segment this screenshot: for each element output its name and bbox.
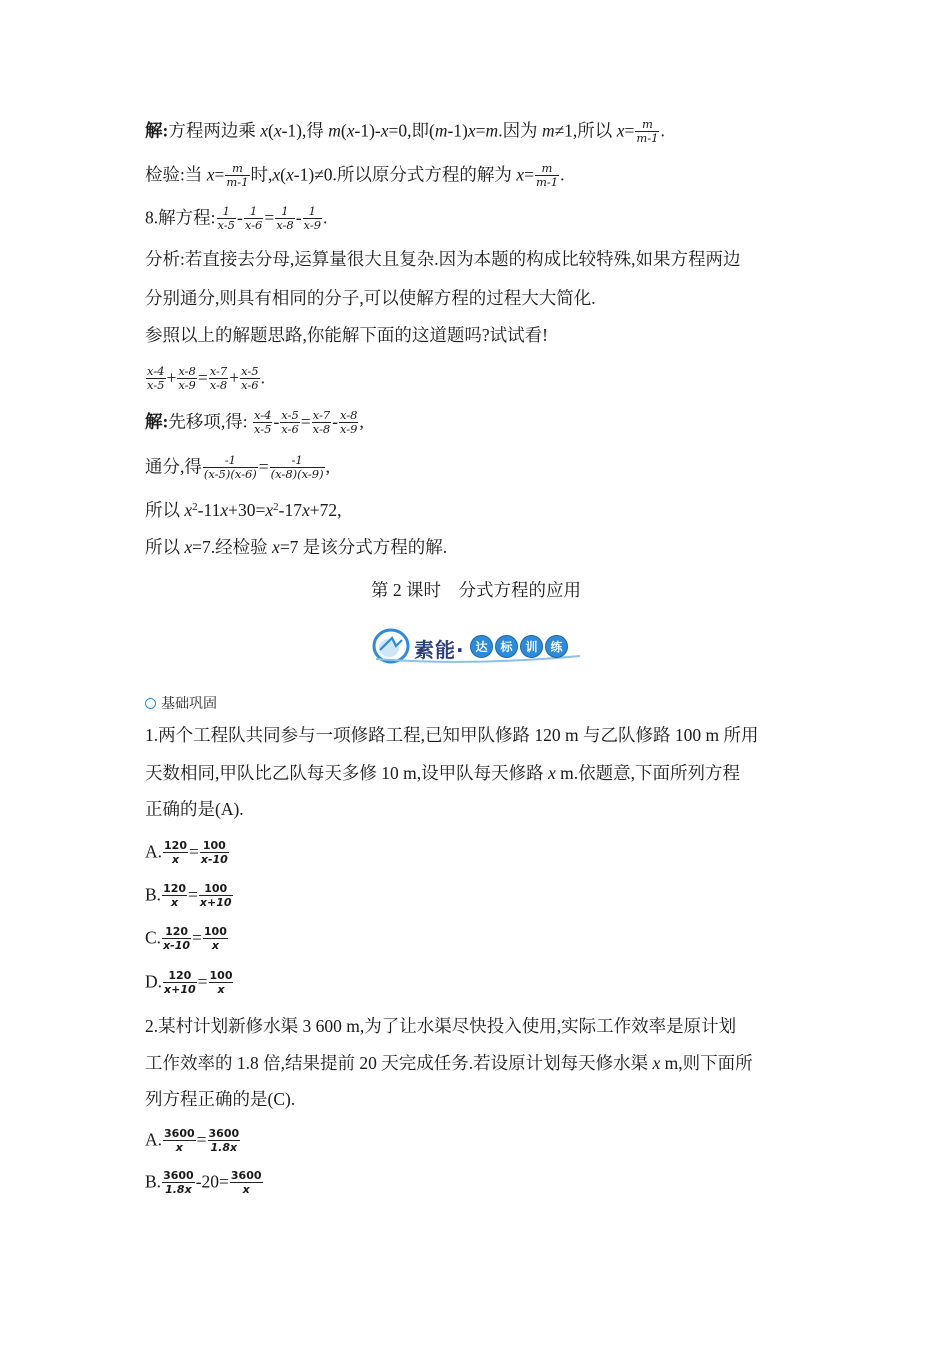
numerator: -1 [270, 454, 325, 468]
fraction [203, 925, 228, 952]
fraction [280, 409, 300, 436]
fraction [209, 969, 234, 996]
denominator: m-1 [636, 131, 659, 145]
check-line [145, 163, 812, 190]
text: 天数相同,甲队比乙队每天多修 10 m,设甲队每天修路 [145, 763, 548, 783]
numerator: x-7 [312, 408, 331, 422]
text: 工作效率的 1.8 倍,结果提前 20 天完成任务.若设原计划每天修水渠 [145, 1053, 653, 1073]
denominator: x [242, 1183, 250, 1196]
text: = [214, 164, 225, 185]
option-label: B. [145, 884, 162, 905]
denominator: x-8 [312, 422, 331, 436]
var: x [380, 120, 389, 141]
operator: + [229, 367, 240, 388]
numerator: x-4 [147, 364, 165, 378]
circle-bullet-icon [145, 698, 156, 709]
numerator: 120 [164, 839, 187, 852]
var: x [616, 120, 625, 141]
denominator: x-10 [200, 853, 228, 866]
text: = [475, 120, 486, 141]
operator: = [197, 367, 208, 388]
numerator: 120 [162, 925, 191, 939]
q2-line-3: 列方程正确的是(C). [145, 1089, 296, 1109]
fraction [635, 118, 659, 145]
numerator: 100 [199, 882, 233, 896]
text: = [524, 164, 534, 185]
lesson-title: 第 2 课时 分式方程的应用 [371, 580, 581, 600]
fraction [146, 365, 166, 392]
operator: -20= [195, 1171, 229, 1192]
fraction [177, 365, 197, 392]
text: 所以 [145, 537, 185, 557]
numerator: 100 [203, 925, 227, 938]
text: 因为 [502, 120, 542, 141]
var: x [184, 500, 193, 520]
text: 时, [250, 164, 273, 185]
option-label: B. [145, 1171, 162, 1192]
expand-line [145, 499, 812, 521]
text: =0,即( [388, 120, 435, 141]
q1-option-d [145, 970, 812, 997]
var: x [184, 537, 193, 557]
fraction [253, 409, 273, 436]
denominator: x-6 [241, 378, 259, 392]
fraction [163, 1127, 196, 1154]
text: , [359, 411, 364, 432]
text: +30= [228, 500, 266, 520]
q1-option-c [145, 926, 812, 953]
operator: = [188, 884, 198, 905]
banner-title: 素能· [414, 638, 465, 662]
banner-pills [470, 635, 568, 658]
fraction [225, 162, 249, 189]
operator: = [196, 1129, 207, 1150]
text: -1),得 [281, 120, 329, 141]
denominator: 1.8x [165, 1183, 192, 1196]
fraction [535, 162, 559, 189]
fraction [230, 1169, 263, 1196]
operator: - [332, 411, 338, 432]
operator: - [237, 207, 243, 228]
denominator: x-9 [339, 422, 358, 436]
var: x [301, 500, 310, 520]
fraction [275, 205, 295, 232]
section-label: 基础巩固 [161, 696, 217, 712]
denominator: 1.8x [210, 1141, 238, 1154]
numerator: x-8 [178, 364, 196, 378]
fraction [209, 365, 229, 392]
var: m [541, 120, 555, 141]
text: 通分,得 [145, 456, 202, 477]
banner-pill: 达 [470, 635, 493, 658]
denominator: x-5 [147, 378, 165, 392]
var: x [548, 763, 556, 783]
denominator: x [217, 983, 225, 996]
text: -11 [197, 500, 221, 520]
var: x [272, 537, 280, 557]
q1-line-2 [145, 762, 812, 784]
q1-option-b [145, 883, 812, 910]
var: m [328, 120, 341, 141]
text: ≠1,所以 [554, 120, 617, 141]
numerator: 3600 [163, 1169, 194, 1182]
denominator: x-10 [163, 939, 191, 952]
fraction [217, 205, 237, 232]
var: x [206, 164, 215, 185]
exponent: 2 [273, 501, 279, 513]
fraction [270, 454, 325, 481]
denominator: x-5 [253, 422, 272, 436]
operator: = [188, 841, 199, 862]
equation-line [145, 366, 812, 393]
text: -1) [447, 120, 468, 141]
operator: = [197, 971, 208, 992]
var: x [273, 120, 282, 141]
numerator: -1 [203, 454, 258, 468]
banner-pill: 练 [545, 635, 568, 658]
var: x [272, 164, 281, 185]
text: 检验:当 [145, 164, 207, 185]
text: = [624, 120, 635, 141]
numerator: x-4 [253, 408, 272, 422]
var: x [265, 500, 274, 520]
denominator: x [211, 939, 219, 952]
numerator: 100 [209, 969, 233, 982]
fraction [199, 882, 233, 909]
text: =7.经检验 [192, 537, 273, 557]
numerator: 1 [244, 205, 264, 219]
fraction [312, 409, 332, 436]
banner-pill: 训 [520, 635, 543, 658]
fraction [240, 365, 260, 392]
option-label: A. [145, 1129, 163, 1150]
q1-option-a [145, 840, 812, 867]
option-label: C. [145, 927, 162, 948]
text: . [498, 120, 503, 141]
conclusion-line [145, 536, 812, 558]
numerator: 100 [200, 839, 229, 853]
var: m [485, 120, 499, 141]
operator: = [264, 207, 275, 228]
text: -17 [278, 500, 302, 520]
numerator: 120 [163, 969, 197, 983]
numerator: m [225, 162, 249, 176]
text: ( [280, 164, 286, 185]
text: . [560, 164, 565, 185]
numerator: 3600 [208, 1127, 240, 1140]
q1-line-1: 1.两个工程队共同参与一项修路工程,已知甲队修路 120 m 与乙队修路 100 m 所用 [145, 725, 759, 745]
text: -1)≠0.所以原分式方程的解为 [293, 164, 517, 185]
fraction [203, 454, 258, 481]
fraction [163, 839, 188, 866]
q2-option-b [145, 1170, 812, 1197]
text: 方程两边乘 [168, 120, 261, 141]
solution-label: 解: [145, 120, 169, 141]
var: x [220, 500, 229, 520]
text: 所以 [145, 500, 185, 520]
var: m [434, 120, 448, 141]
fraction [303, 205, 323, 232]
common-denominator-line [145, 455, 812, 482]
text: +72, [309, 500, 342, 520]
fraction [208, 1127, 241, 1154]
denominator: x-5 [217, 218, 235, 232]
operator: = [192, 927, 202, 948]
fraction [244, 205, 264, 232]
option-label: D. [145, 971, 163, 992]
denominator: x-8 [209, 378, 228, 392]
text: . [260, 367, 265, 388]
text: =7 是该分式方程的解. [279, 537, 448, 557]
numerator: 3600 [164, 1127, 195, 1140]
denominator: (x-8)(x-9) [270, 467, 324, 481]
var: x [346, 120, 355, 141]
operator: - [295, 207, 302, 228]
prompt-line: 参照以上的解题思路,你能解下面的这道题吗?试试看! [145, 325, 548, 345]
numerator: x-7 [209, 364, 228, 378]
solution-line-2 [145, 410, 812, 437]
var: x [652, 1053, 661, 1073]
text: . [323, 207, 328, 228]
fraction [162, 1169, 195, 1196]
exponent: 2 [192, 501, 198, 513]
text: m.依题意,下面所列方程 [555, 763, 741, 783]
denominator: x+10 [199, 896, 232, 909]
denominator: x-9 [303, 218, 322, 232]
text: ( [340, 120, 347, 141]
operator: + [166, 367, 177, 388]
denominator: x+10 [164, 983, 196, 996]
numerator: 1 [275, 205, 295, 219]
solution-line-1 [145, 119, 812, 146]
analysis-line-1: 分析:若直接去分母,运算量很大且复杂.因为本题的构成比较特殊,如果方程两边 [145, 249, 741, 269]
numerator: 3600 [230, 1169, 262, 1182]
var: x [286, 164, 294, 185]
text: 先移项,得: [168, 411, 252, 432]
q2-line-2 [145, 1052, 812, 1074]
denominator: m-1 [535, 175, 559, 189]
text: , [325, 456, 330, 477]
var: x [516, 164, 525, 185]
denominator: x [171, 853, 180, 866]
q2-line-1: 2.某村计划新修水渠 3 600 m,为了让水渠尽快投入使用,实际工作效率是原计划 [145, 1016, 737, 1036]
denominator: x [175, 1141, 183, 1154]
numerator: x-5 [281, 408, 299, 422]
numerator: 120 [163, 882, 187, 895]
q1-line-3: 正确的是(A). [145, 799, 244, 819]
denominator: x-9 [178, 378, 196, 392]
denominator: x-8 [276, 218, 294, 232]
fraction [162, 925, 191, 952]
problem-8 [145, 206, 812, 233]
denominator: x [170, 896, 179, 909]
option-label: A. [145, 841, 163, 862]
numerator: 1 [303, 205, 323, 219]
q2-option-a [145, 1128, 812, 1155]
section-heading [145, 693, 217, 713]
text: . [660, 120, 665, 141]
text: 8.解方程: [145, 207, 216, 228]
numerator: m [535, 162, 559, 176]
fraction [339, 409, 359, 436]
operator: - [273, 411, 280, 432]
fraction [200, 839, 229, 866]
analysis-line-2: 分别通分,则具有相同的分子,可以使解方程的过程大大简化. [145, 288, 596, 308]
denominator: m-1 [226, 175, 249, 189]
banner-pill: 标 [495, 635, 518, 658]
solution-label: 解: [145, 411, 169, 432]
numerator: x-5 [241, 364, 259, 378]
var: x [260, 120, 268, 141]
operator: = [258, 456, 269, 477]
denominator: x-6 [281, 422, 299, 436]
operator: = [300, 411, 311, 432]
numerator: x-8 [339, 408, 358, 422]
numerator: 1 [217, 205, 237, 219]
text: -1)- [354, 120, 381, 141]
denominator: x-6 [244, 218, 263, 232]
numerator: m [635, 118, 659, 132]
denominator: (x-5)(x-6) [203, 467, 257, 481]
text: m,则下面所 [660, 1053, 753, 1073]
text: ( [267, 120, 274, 141]
var: x [467, 120, 476, 141]
section-banner [370, 626, 585, 666]
fraction [163, 969, 197, 996]
fraction [162, 882, 187, 909]
